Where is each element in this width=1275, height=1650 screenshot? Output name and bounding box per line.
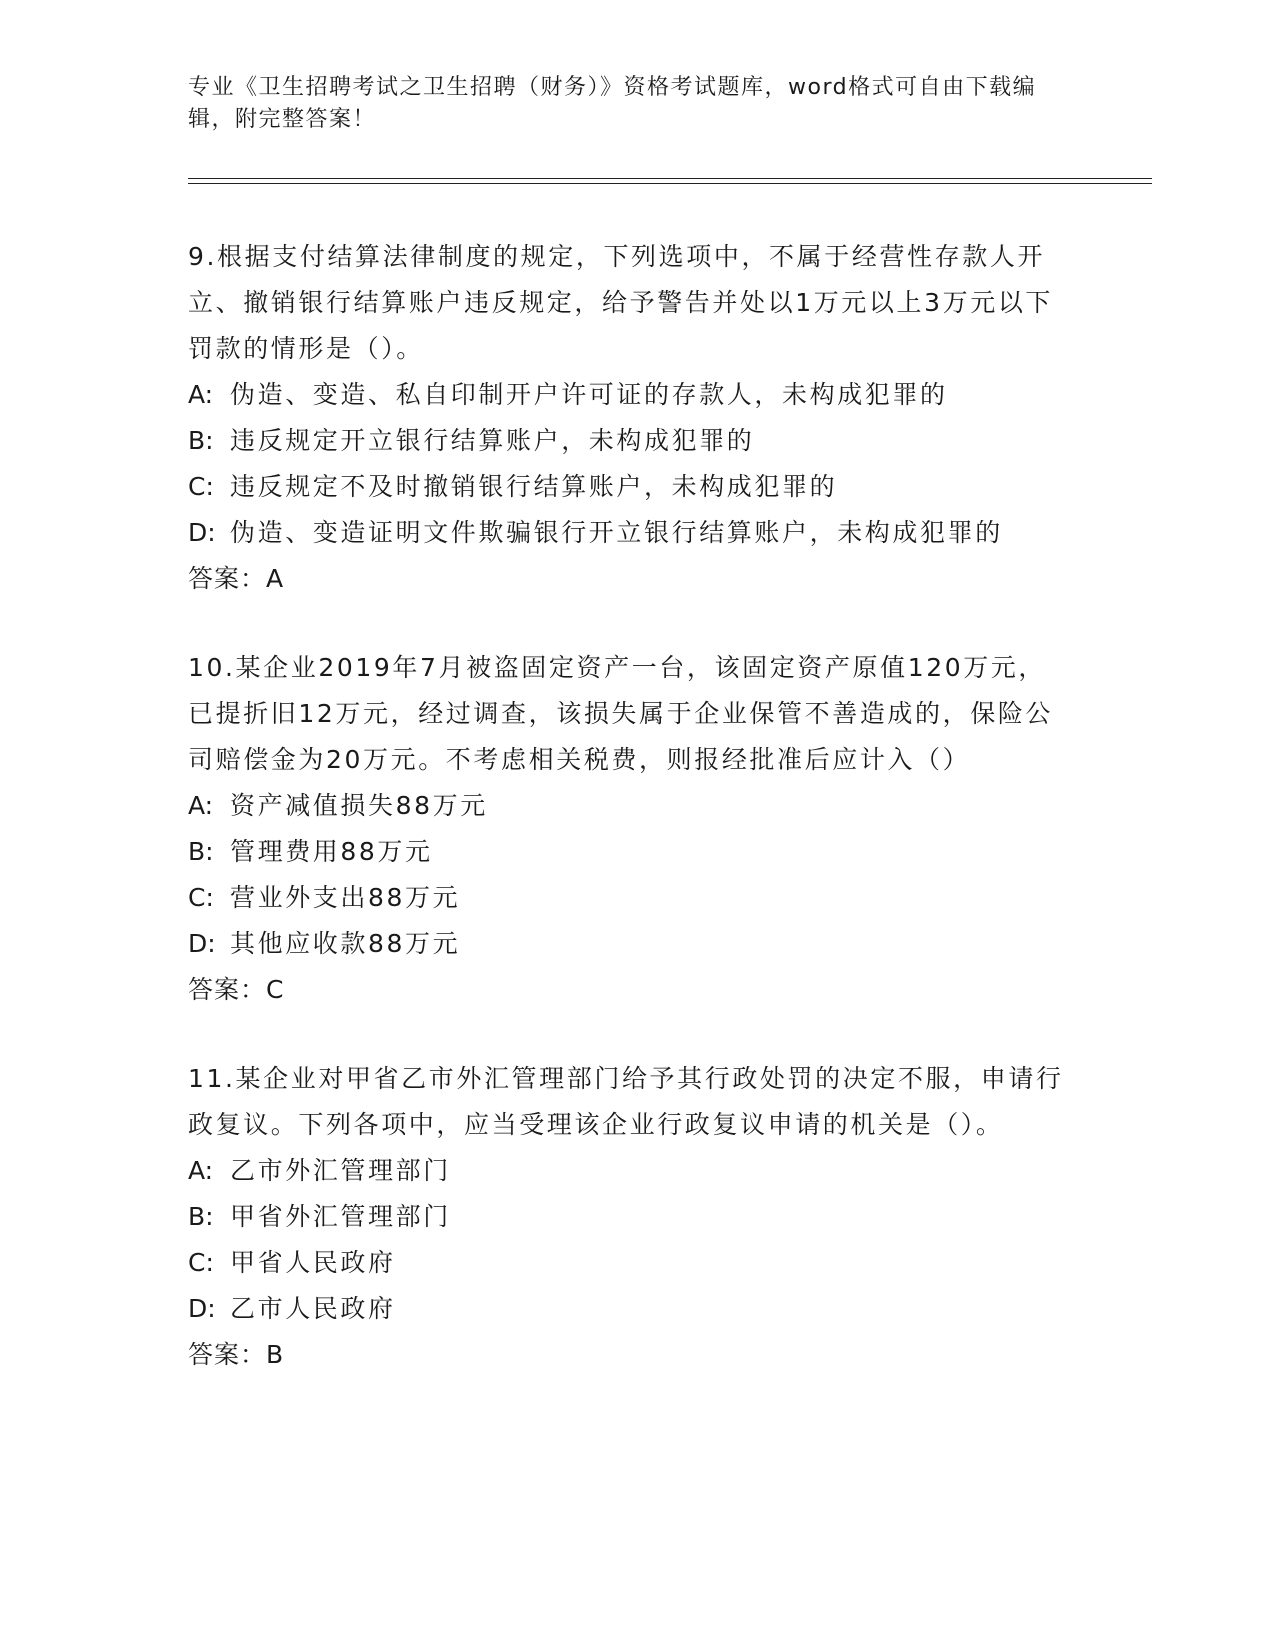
question-stem: 11.某企业对甲省乙市外汇管理部门给予其行政处罚的决定不服，申请行政复议。下列各项中，应当受理该企业行政复议申请的机关是（）。	[188, 1064, 1064, 1139]
document-header: 专业《卫生招聘考试之卫生招聘（财务）》资格考试题库，word格式可自由下载编辑，附完整答案！	[188, 75, 1037, 132]
option-text: 营业外支出88万元	[230, 883, 461, 912]
answer-line: 答案：C	[188, 975, 285, 1004]
option-text: 资产减值损失88万元	[230, 791, 488, 820]
option-a	[188, 783, 1068, 829]
option-letter: D:	[188, 929, 216, 958]
option-letter: A:	[188, 791, 214, 820]
option-letter: C:	[188, 1248, 214, 1277]
option-text: 管理费用88万元	[230, 837, 433, 866]
option-letter: A:	[188, 380, 214, 409]
header-divider-bottom	[188, 183, 1152, 184]
option-a	[188, 372, 1068, 418]
answer-line: 答案：B	[188, 1340, 285, 1369]
option-text: 违反规定开立银行结算账户，未构成犯罪的	[230, 426, 755, 455]
option-c	[188, 875, 1068, 921]
option-text: 违反规定不及时撤销银行结算账户，未构成犯罪的	[230, 472, 838, 501]
option-letter: C:	[188, 472, 214, 501]
option-letter: B:	[188, 426, 214, 455]
question-stem: 9.根据支付结算法律制度的规定，下列选项中，不属于经营性存款人开立、撤销银行结算账户违反规定，给予警告并处以1万元以上3万元以下罚款的情形是（）。	[188, 242, 1054, 363]
option-text: 其他应收款88万元	[230, 929, 461, 958]
option-b	[188, 1194, 1068, 1240]
option-d	[188, 921, 1068, 967]
question-10	[188, 645, 1068, 1013]
option-d	[188, 510, 1068, 556]
answer-line: 答案：A	[188, 564, 285, 593]
question-stem: 10.某企业2019年7月被盗固定资产一台，该固定资产原值120万元，已提折旧12万元，经过调查，该损失属于企业保管不善造成的，保险公司赔偿金为20万元。不考虑相关税费，则报经批准后应计入（）	[188, 653, 1054, 774]
option-letter: B:	[188, 837, 214, 866]
option-letter: D:	[188, 1294, 216, 1323]
question-11	[188, 1056, 1068, 1378]
option-text: 甲省人民政府	[230, 1248, 396, 1277]
option-b	[188, 829, 1068, 875]
header-divider-top	[188, 178, 1152, 179]
option-a	[188, 1148, 1068, 1194]
question-9	[188, 234, 1068, 602]
option-letter: B:	[188, 1202, 214, 1231]
option-letter: C:	[188, 883, 214, 912]
option-c	[188, 1240, 1068, 1286]
option-text: 甲省外汇管理部门	[230, 1202, 451, 1231]
option-c	[188, 464, 1068, 510]
option-text: 伪造、变造、私自印制开户许可证的存款人，未构成犯罪的	[230, 380, 948, 409]
option-b	[188, 418, 1068, 464]
option-text: 乙市外汇管理部门	[230, 1156, 451, 1185]
option-d	[188, 1286, 1068, 1332]
option-text: 伪造、变造证明文件欺骗银行开立银行结算账户，未构成犯罪的	[230, 518, 1003, 547]
option-letter: D:	[188, 518, 216, 547]
option-letter: A:	[188, 1156, 214, 1185]
option-text: 乙市人民政府	[230, 1294, 396, 1323]
